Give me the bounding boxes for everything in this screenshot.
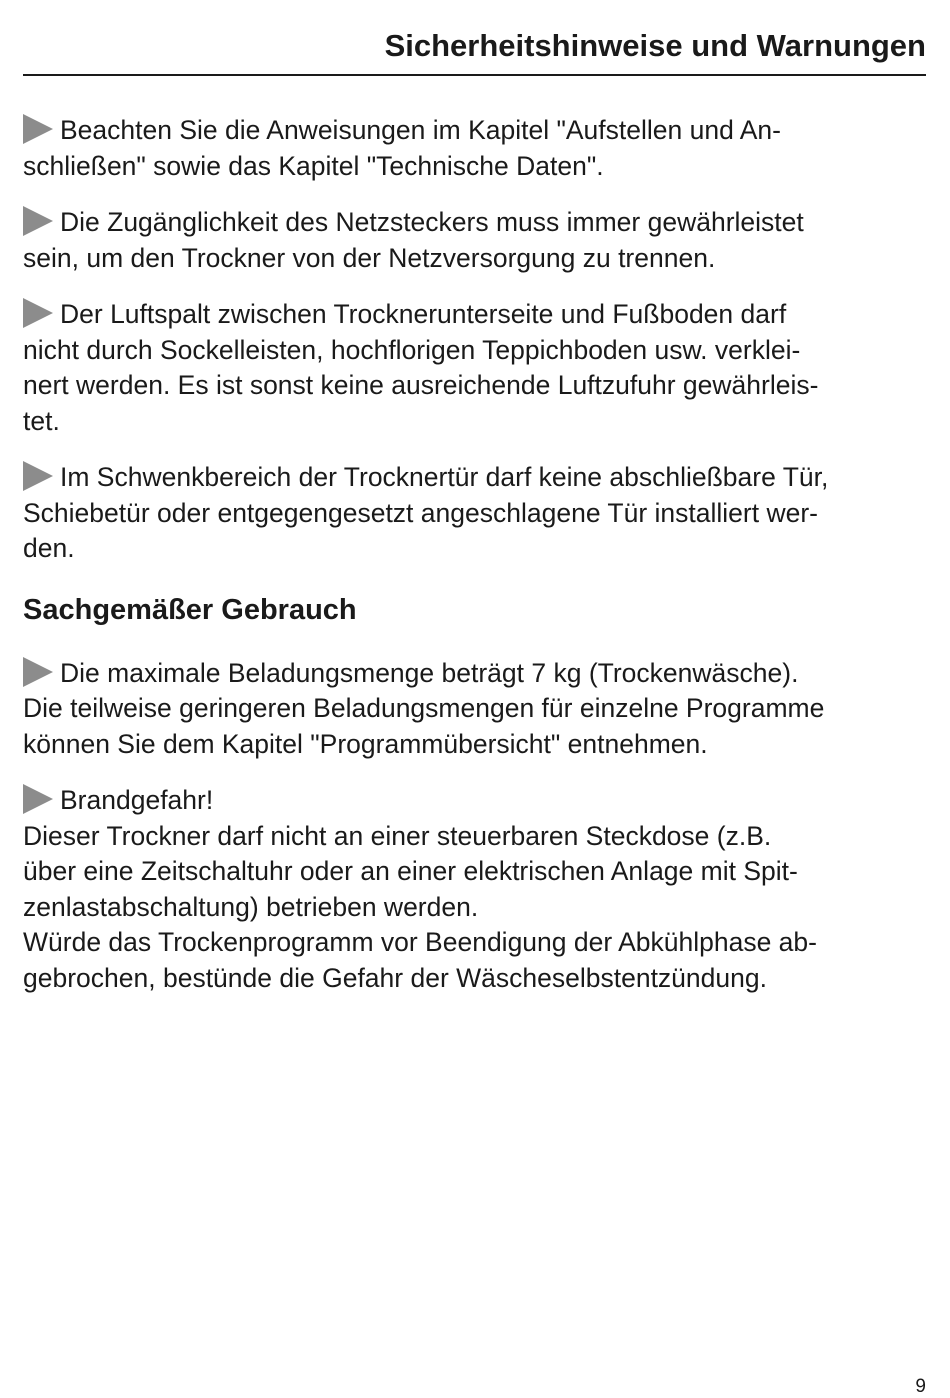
text-line: schließen" sowie das Kapitel "Technische Daten". bbox=[23, 150, 604, 181]
safety-note-air-gap bbox=[23, 297, 933, 439]
text-line: Schiebetür oder entgegengesetzt angeschlagene Tür installiert wer- bbox=[23, 497, 818, 528]
text-line: Die maximale Beladungsmenge beträgt 7 kg (Trockenwäsche). bbox=[23, 656, 933, 692]
text-line: Brandgefahr! bbox=[23, 783, 933, 819]
text-line: den. bbox=[23, 533, 75, 563]
safety-note-door-swing bbox=[23, 460, 933, 567]
page-content bbox=[23, 113, 933, 1017]
text-line: Würde das Trockenprogramm vor Beendigung der Abkühlphase ab- bbox=[23, 927, 817, 957]
text-line: nert werden. Es ist sonst keine ausreichende Luftzufuhr gewährleis- bbox=[23, 370, 819, 400]
page-number: 9 bbox=[915, 1376, 926, 1397]
section-heading: Sachgemäßer Gebrauch bbox=[23, 593, 357, 626]
text-line: sein, um den Trockner von der Netzversorgung zu trennen. bbox=[23, 242, 716, 273]
text-line: Dieser Trockner darf nicht an einer steuerbaren Steckdose (z.B. bbox=[23, 820, 772, 851]
arrow-right-icon bbox=[23, 784, 53, 814]
text-line: zenlastabschaltung) betrieben werden. bbox=[23, 891, 479, 922]
text-line: Beachten Sie die Anweisungen im Kapitel "Aufstellen und An- bbox=[23, 113, 933, 149]
text-line: Die teilweise geringeren Beladungsmengen für einzelne Programme bbox=[23, 693, 825, 723]
usage-note-load-capacity bbox=[23, 656, 933, 763]
text-line: Der Luftspalt zwischen Trocknerunterseite und Fußboden darf bbox=[23, 297, 933, 333]
text-line: tet. bbox=[23, 405, 60, 436]
text-line: nicht durch Sockelleisten, hochflorigen Teppichboden usw. verklei- bbox=[23, 334, 801, 365]
page-title: Sicherheitshinweise und Warnungen bbox=[384, 28, 926, 63]
page-header bbox=[23, 26, 926, 76]
text-line: Die Zugänglichkeit des Netzsteckers muss immer gewährleistet bbox=[23, 205, 933, 241]
text-line: Im Schwenkbereich der Trocknertür darf keine abschließbare Tür, bbox=[23, 460, 933, 496]
text-line: über eine Zeitschaltuhr oder an einer elektrischen Anlage mit Spit- bbox=[23, 856, 798, 886]
arrow-right-icon bbox=[23, 114, 53, 144]
arrow-right-icon bbox=[23, 298, 53, 328]
safety-note-mains-plug bbox=[23, 205, 933, 276]
text-line: gebrochen, bestünde die Gefahr der Wäscheselbstentzündung. bbox=[23, 962, 767, 993]
text-line: können Sie dem Kapitel "Programmübersicht" entnehmen. bbox=[23, 728, 708, 759]
usage-note-fire-hazard bbox=[23, 783, 933, 996]
safety-note-installation bbox=[23, 113, 933, 184]
arrow-right-icon bbox=[23, 206, 53, 236]
arrow-right-icon bbox=[23, 657, 53, 687]
arrow-right-icon bbox=[23, 461, 53, 491]
